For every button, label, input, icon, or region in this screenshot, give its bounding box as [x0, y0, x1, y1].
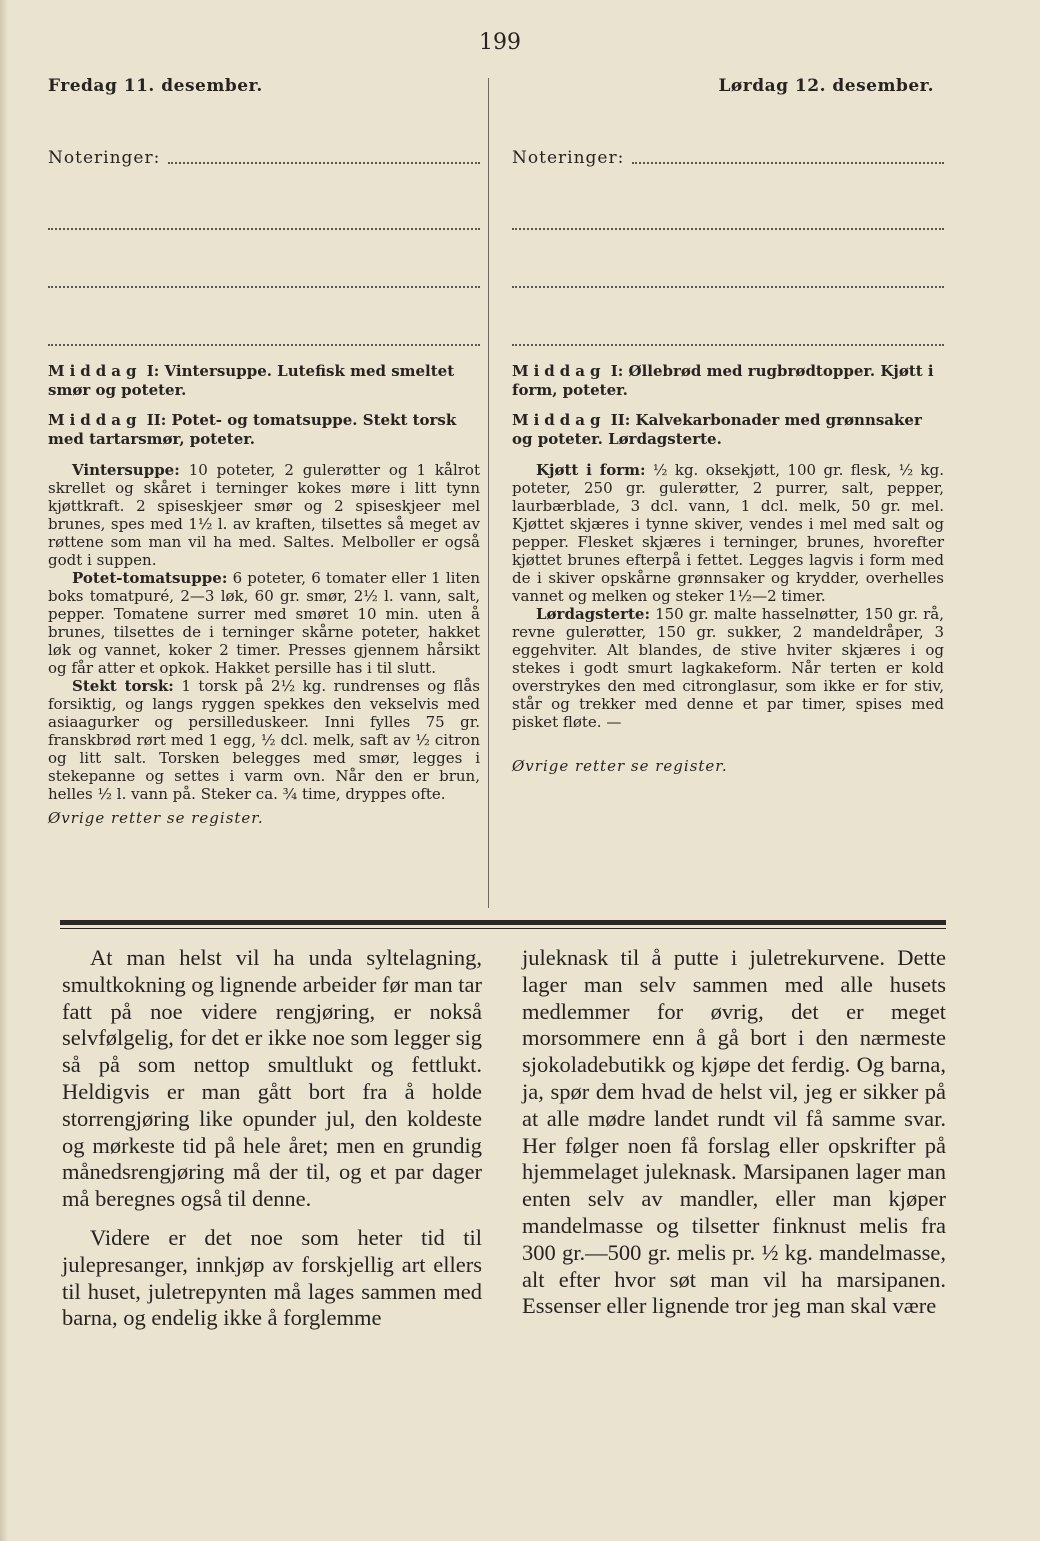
day-title: Fredag 11. desember.	[48, 76, 263, 96]
recipe-vintersuppe: Vintersuppe: 10 poteter, 2 gulerøtter og 1 kålrot skrellet og skåret i terninger kokes møre i litt tynn kjøttkraft. 2 spiseskjeer smør og 2 spiseskjeer mel brunes, spes med 1½ l. av kraften, tilsettes så meget av røttene som man vil ha med. Saltes. Melboller er også godt i suppen.	[48, 461, 480, 569]
page-edge	[0, 0, 8, 1541]
menu-2: Middag II: Kalvekarbonader med grønnsaker og poteter. Lørdagsterte.	[512, 411, 922, 448]
recipe-kjott-i-form: Kjøtt i form: ½ kg. oksekjøtt, 100 gr. flesk, ½ kg. poteter, 250 gr. gulerøtter, 2 purrer, salt, pepper, laurbærblade, 3 dcl. vann, 1 dcl. melk, 50 gr. mel. Kjøttet skjæres i tynne skiver, vendes i mel med salt og pepper. Flesket skjæres i terninger, brunes, hvorefter kjøttet brunes efterpå i fettet. Legges lagvis i form med de i skiver opskårne grønnsaker og krydder, overhelles vannet og melken og steker 1½—2 timer.	[512, 461, 944, 605]
recipe-lordagsterte: Lørdagsterte: 150 gr. malte hasselnøtter, 150 gr. rå, revne gulerøtter, 150 gr. sukker, 2 mandeldråper, 3 eggehviter. Alt blandes, de stive hviter skjæres i og stekes i godt smurt lagkakeform. Når terten er kold overstrykes den med citronglasur, som ikke er for stiv, står og trekker med denne et par timer, spises med pisket fløte. —	[512, 605, 944, 731]
separator-rule-thin	[60, 928, 946, 929]
article-paragraph: At man helst vil ha unda syltelagning, smultkokning og lignende arbeider før man tar fatt på noe videre rengjøring, er nokså selvfølgelig, for det er ikke noe som legger sig så på som nettop smultlukt og fettlukt. Heldigvis er man gått bort fra å holde storrengjøring like opunder jul, den koldeste og mørkeste tid på hele året; men en grundig månedsrengjøring må der til, og et par dager må beregnes også til denne.	[62, 945, 482, 1212]
day-heading-left	[48, 76, 480, 96]
menu-1: Middag I: Vintersuppe. Lutefisk med smeltet smør og poteter.	[48, 362, 455, 399]
day-heading-right	[512, 76, 944, 96]
register-note: Øvrige retter se register.	[512, 757, 728, 775]
day-title: Lørdag 12. desember.	[718, 76, 934, 96]
recipe-potet-tomatsuppe: Potet-tomatsuppe: 6 poteter, 6 tomater eller 1 liten boks tomatpuré, 2—3 løk, 60 gr. smør, 2½ l. vann, salt, pepper. Tomatene surrer med smøret 10 min. uten å brunes, tilsettes de i terninger skårne poteter, hakket løk og vannet, koker 2 timer. Presses gjennem hårsikt og får atter et opkok. Hakket persille has i til slutt.	[48, 569, 480, 677]
dotted-line	[512, 284, 944, 288]
dotted-line	[512, 342, 944, 346]
dotted-line	[168, 160, 480, 164]
register-note: Øvrige retter se register.	[48, 809, 264, 827]
dotted-line	[632, 160, 944, 164]
recipe-stekt-torsk: Stekt torsk: 1 torsk på 2½ kg. rundrenses og flås forsiktig, og langs ryggen spekkes den vekselvis med asiaagurker og persilleduskeer. Inni fylles 75 gr. franskbrød rørt med 1 egg, ½ dcl. melk, saft av ½ citron og litt salt. Torsken belegges med smør, legges i stekepanne og settes i varm ovn. Når den er brun, helles ½ l. vann på. Steker ca. ¾ time, dryppes ofte.	[48, 677, 481, 803]
article-paragraph: Videre er det noe som heter tid til julepresanger, innkjøp av forskjellig art ellers til huset, juletrepynten må lages sammen med barna, og endelig ikke å forglemme	[62, 1224, 482, 1331]
menu-right	[512, 362, 944, 775]
article-paragraph: juleknask til å putte i juletrekurvene. Dette lager man selv sammen med alle husets medlemmer for øvrig, det er meget morsommere enn å gå bort i den nærmeste sjokoladebutikk og kjøpe det ferdig. Og barna, ja, spør dem hvad de helst vil, jeg er sikker på at alle mødre landet rundt vil få samme svar. Her følger noen få forslag eller opskrifter på hjemmelaget juleknask. Marsipanen lager man enten selv av mandler, eller man kjøper mandelmasse og tilsetter finknust melis fra 300 gr.—500 gr. melis pr. ½ kg. mandelmasse, alt efter hvor søt man vil ha marsipanen. Essenser eller lignende tror jeg man skal være	[522, 945, 946, 1319]
dotted-line	[48, 284, 480, 288]
column-divider	[488, 78, 489, 908]
menu-2: Middag II: Potet- og tomatsuppe. Stekt torsk med tartarsmør, poteter.	[48, 411, 457, 448]
article-right	[522, 945, 946, 1320]
separator-rule	[60, 920, 946, 925]
menu-left	[48, 362, 480, 827]
page-number: 199	[479, 30, 521, 55]
notes-section-right	[512, 148, 944, 346]
dotted-line	[48, 342, 480, 346]
article-left	[62, 945, 482, 1332]
notes-label: Noteringer:	[512, 148, 625, 168]
menu-1: Middag I: Øllebrød med rugbrødtopper. Kjøtt i form, poteter.	[512, 362, 934, 399]
dotted-line	[48, 226, 480, 230]
notes-section-left	[48, 148, 480, 346]
dotted-line	[512, 226, 944, 230]
notes-label: Noteringer:	[48, 148, 161, 168]
